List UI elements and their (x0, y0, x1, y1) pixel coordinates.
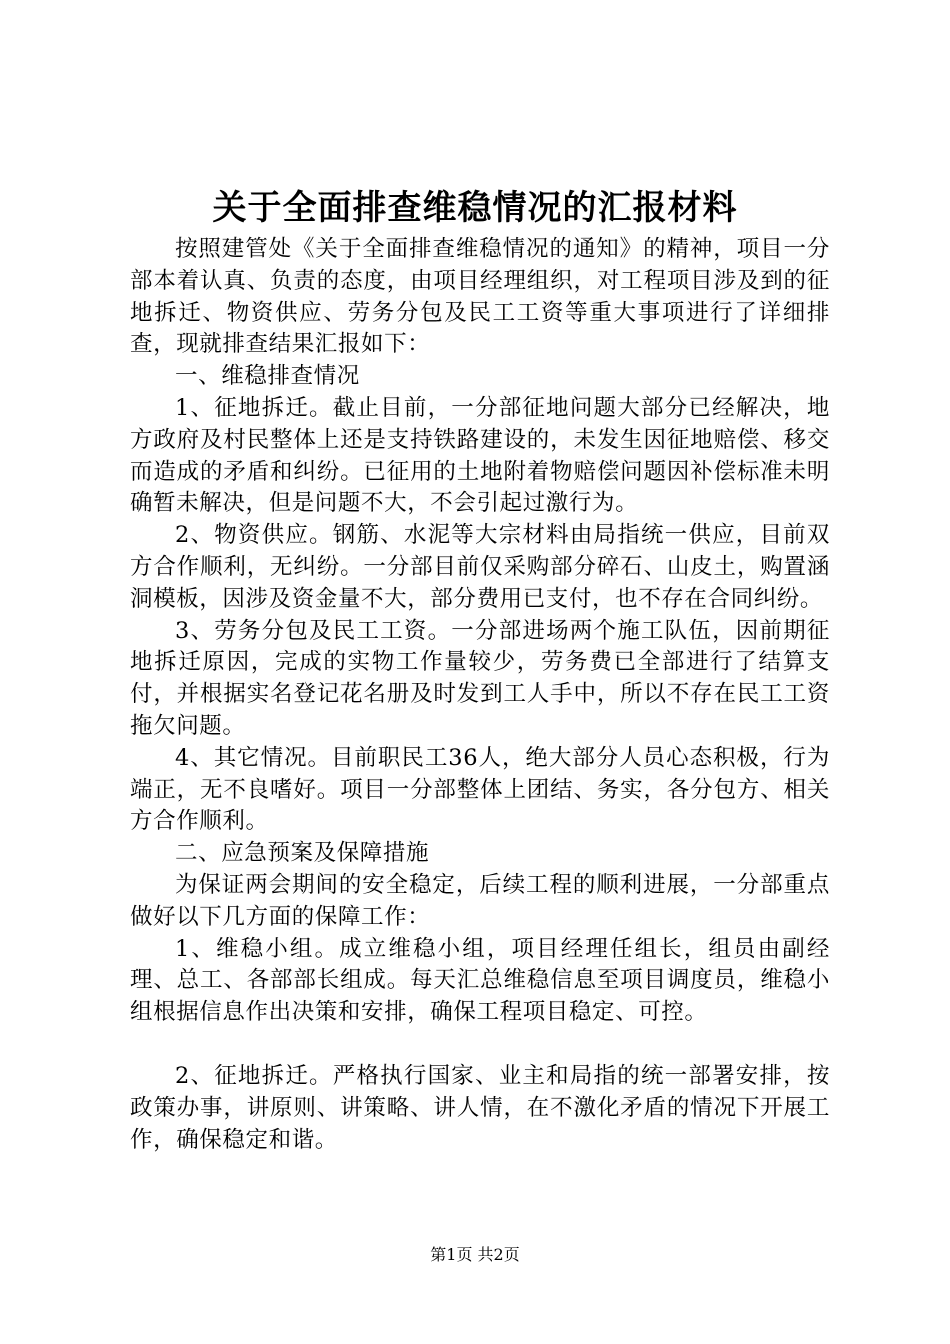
paragraph-other: 4、其它情况。目前职民工36人，绝大部分人员心态积极，行为端正，无不良嗜好。项目一分部整体上团结、务实，各分包方、相关方合作顺利。 (130, 744, 830, 835)
page-footer: 第1页 共2页 (430, 1245, 520, 1264)
blank-line (130, 1029, 830, 1061)
intro-paragraph: 按照建管处《关于全面排查维稳情况的通知》的精神，项目一分部本着认真、负责的态度，由项目经理组织，对工程项目涉及到的征地拆迁、物资供应、劳务分包及民工工资等重大事项进行了详细排查，现就排查结果汇报如下： (130, 236, 830, 358)
section-heading-1: 一、维稳排查情况 (175, 363, 360, 390)
document-body (130, 234, 830, 1156)
document-title: 关于全面排查维稳情况的汇报材料 (212, 188, 738, 228)
paragraph-land-acquisition-measures: 2、征地拆迁。严格执行国家、业主和局指的统一部署安排，按政策办事，讲原则、讲策略、讲人情，在不激化矛盾的情况下开展工作，确保稳定和谐。 (130, 1062, 830, 1153)
paragraph-material-supply: 2、物资供应。钢筋、水泥等大宗材料由局指统一供应，目前双方合作顺利，无纠纷。一分部目前仅采购部分碎石、山皮土，购置涵洞模板，因涉及资金量不大，部分费用已支付，也不存在合同纠纷。 (130, 522, 830, 612)
paragraph-stability-group: 1、维稳小组。成立维稳小组，项目经理任组长，组员由副经理、总工、各部部长组成。每天汇总维稳信息至项目调度员，维稳小组根据信息作出决策和安排，确保工程项目稳定、可控。 (130, 935, 830, 1026)
section-heading-2: 二、应急预案及保障措施 (175, 840, 430, 867)
paragraph-labor-wages: 3、劳务分包及民工工资。一分部进场两个施工队伍，因前期征地拆迁原因，完成的实物工作量较少，劳务费已全部进行了结算支付，并根据实名登记花名册及时发到工人手中，所以不存在民工工资拖欠问题。 (130, 617, 830, 739)
paragraph-guarantee-intro: 为保证两会期间的安全稳定，后续工程的顺利进展，一分部重点做好以下几方面的保障工作： (130, 871, 830, 930)
paragraph-land-acquisition: 1、征地拆迁。截止目前，一分部征地问题大部分已经解决，地方政府及村民整体上还是支持铁路建设的，未发生因征地赔偿、移交而造成的矛盾和纠纷。已征用的土地附着物赔偿问题因补偿标准未明确暂未解决，但是问题不大，不会引起过激行为。 (130, 394, 830, 517)
